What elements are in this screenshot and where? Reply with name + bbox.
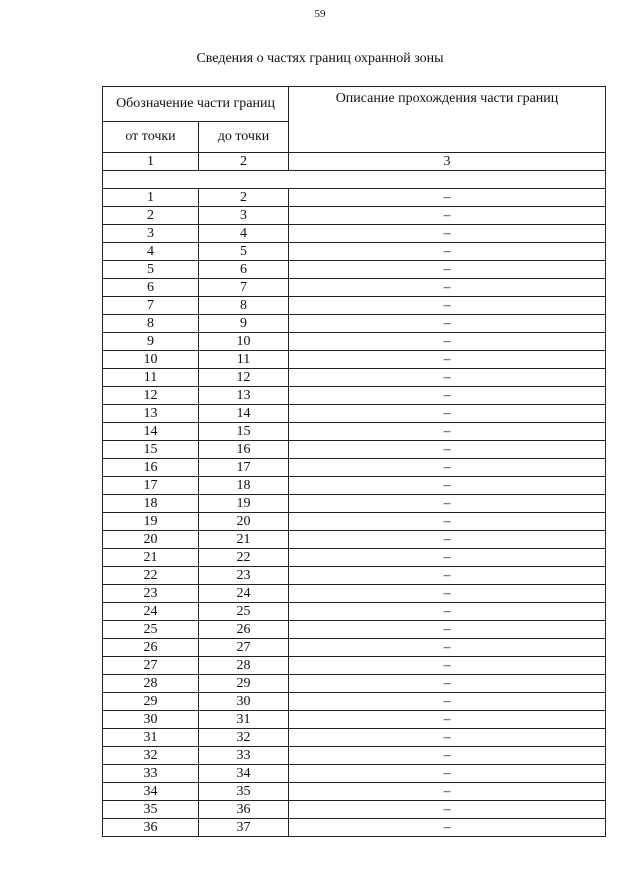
description-cell: –: [289, 441, 606, 459]
description-cell: –: [289, 657, 606, 675]
to-point-cell: 24: [199, 585, 289, 603]
description-cell: –: [289, 243, 606, 261]
description-cell: –: [289, 711, 606, 729]
table-row: [103, 693, 606, 711]
column-number: 1: [103, 153, 199, 171]
to-point-cell: 2: [199, 189, 289, 207]
description-cell: –: [289, 189, 606, 207]
table-row: [103, 297, 606, 315]
description-cell: –: [289, 747, 606, 765]
to-point-cell: 23: [199, 567, 289, 585]
header-row: [103, 87, 606, 122]
from-point-cell: 11: [103, 369, 199, 387]
table-row: [103, 621, 606, 639]
description-cell: –: [289, 603, 606, 621]
table-row: [103, 225, 606, 243]
to-point-cell: 6: [199, 261, 289, 279]
to-point-cell: 34: [199, 765, 289, 783]
document-title: Сведения о частях границ охранной зоны: [196, 51, 444, 66]
description-cell: –: [289, 387, 606, 405]
from-point-cell: 12: [103, 387, 199, 405]
table-row: [103, 747, 606, 765]
table-row: [103, 783, 606, 801]
from-point-cell: 27: [103, 657, 199, 675]
description-cell: –: [289, 693, 606, 711]
to-point-cell: 33: [199, 747, 289, 765]
from-point-cell: 35: [103, 801, 199, 819]
to-point-cell: 27: [199, 639, 289, 657]
from-point-cell: 6: [103, 279, 199, 297]
from-point-cell: 20: [103, 531, 199, 549]
description-cell: –: [289, 207, 606, 225]
table-row: [103, 657, 606, 675]
from-point-cell: 16: [103, 459, 199, 477]
table-row: [103, 585, 606, 603]
from-point-header: от точки: [103, 122, 199, 153]
from-point-cell: 3: [103, 225, 199, 243]
description-cell: –: [289, 531, 606, 549]
blank-row: [103, 171, 606, 189]
description-cell: –: [289, 765, 606, 783]
description-cell: –: [289, 459, 606, 477]
from-point-cell: 32: [103, 747, 199, 765]
to-point-cell: 30: [199, 693, 289, 711]
to-point-cell: 11: [199, 351, 289, 369]
table-row: [103, 819, 606, 837]
description-cell: –: [289, 297, 606, 315]
description-cell: –: [289, 495, 606, 513]
to-point-cell: 29: [199, 675, 289, 693]
from-point-cell: 13: [103, 405, 199, 423]
table-row: [103, 279, 606, 297]
from-point-cell: 1: [103, 189, 199, 207]
from-point-cell: 15: [103, 441, 199, 459]
description-cell: –: [289, 729, 606, 747]
to-point-cell: 18: [199, 477, 289, 495]
from-point-cell: 21: [103, 549, 199, 567]
description-cell: –: [289, 261, 606, 279]
to-point-cell: 12: [199, 369, 289, 387]
to-point-cell: 35: [199, 783, 289, 801]
from-point-cell: 7: [103, 297, 199, 315]
to-point-cell: 36: [199, 801, 289, 819]
description-cell: –: [289, 351, 606, 369]
description-cell: –: [289, 549, 606, 567]
table-row: [103, 315, 606, 333]
description-cell: –: [289, 333, 606, 351]
designation-header: Обозначение части границ: [103, 87, 289, 122]
column-number-row: [103, 153, 606, 171]
from-point-cell: 19: [103, 513, 199, 531]
description-cell: –: [289, 567, 606, 585]
description-cell: –: [289, 405, 606, 423]
description-cell: –: [289, 639, 606, 657]
to-point-cell: 13: [199, 387, 289, 405]
table-row: [103, 531, 606, 549]
page-number: 59: [314, 8, 326, 20]
table-row: [103, 549, 606, 567]
from-point-cell: 22: [103, 567, 199, 585]
table-row: [103, 405, 606, 423]
description-cell: –: [289, 513, 606, 531]
to-point-cell: 3: [199, 207, 289, 225]
description-cell: –: [289, 477, 606, 495]
to-point-cell: 5: [199, 243, 289, 261]
to-point-cell: 31: [199, 711, 289, 729]
description-cell: –: [289, 315, 606, 333]
table-row: [103, 513, 606, 531]
from-point-cell: 18: [103, 495, 199, 513]
to-point-cell: 14: [199, 405, 289, 423]
to-point-cell: 10: [199, 333, 289, 351]
table-row: [103, 639, 606, 657]
to-point-cell: 9: [199, 315, 289, 333]
description-cell: –: [289, 783, 606, 801]
from-point-cell: 5: [103, 261, 199, 279]
table-row: [103, 351, 606, 369]
to-point-cell: 20: [199, 513, 289, 531]
to-point-cell: 19: [199, 495, 289, 513]
to-point-cell: 26: [199, 621, 289, 639]
to-point-cell: 37: [199, 819, 289, 837]
table-row: [103, 459, 606, 477]
from-point-cell: 25: [103, 621, 199, 639]
from-point-cell: 8: [103, 315, 199, 333]
column-number: 3: [289, 153, 606, 171]
column-number: 2: [199, 153, 289, 171]
description-cell: –: [289, 621, 606, 639]
from-point-cell: 26: [103, 639, 199, 657]
from-point-cell: 10: [103, 351, 199, 369]
description-cell: –: [289, 801, 606, 819]
table-row: [103, 441, 606, 459]
to-point-cell: 21: [199, 531, 289, 549]
table-row: [103, 477, 606, 495]
to-point-cell: 32: [199, 729, 289, 747]
table-row: [103, 207, 606, 225]
to-point-cell: 8: [199, 297, 289, 315]
table-row: [103, 387, 606, 405]
to-point-cell: 25: [199, 603, 289, 621]
to-point-cell: 15: [199, 423, 289, 441]
description-header: Описание прохождения части границ: [289, 87, 606, 153]
description-cell: –: [289, 423, 606, 441]
to-point-cell: 16: [199, 441, 289, 459]
table-row: [103, 675, 606, 693]
description-cell: –: [289, 585, 606, 603]
from-point-cell: 23: [103, 585, 199, 603]
from-point-cell: 31: [103, 729, 199, 747]
description-cell: –: [289, 225, 606, 243]
table-row: [103, 801, 606, 819]
from-point-cell: 34: [103, 783, 199, 801]
to-point-cell: 22: [199, 549, 289, 567]
table-row: [103, 567, 606, 585]
from-point-cell: 2: [103, 207, 199, 225]
table-row: [103, 369, 606, 387]
from-point-cell: 29: [103, 693, 199, 711]
from-point-cell: 36: [103, 819, 199, 837]
table-row: [103, 333, 606, 351]
to-point-cell: 17: [199, 459, 289, 477]
description-cell: –: [289, 675, 606, 693]
from-point-cell: 28: [103, 675, 199, 693]
table-row: [103, 711, 606, 729]
table-row: [103, 729, 606, 747]
table-row: [103, 423, 606, 441]
from-point-cell: 30: [103, 711, 199, 729]
table-row: [103, 189, 606, 207]
boundary-parts-table: [102, 86, 606, 837]
from-point-cell: 24: [103, 603, 199, 621]
table-row: [103, 765, 606, 783]
to-point-cell: 4: [199, 225, 289, 243]
table-row: [103, 261, 606, 279]
to-point-cell: 28: [199, 657, 289, 675]
from-point-cell: 14: [103, 423, 199, 441]
table-row: [103, 243, 606, 261]
from-point-cell: 9: [103, 333, 199, 351]
to-point-cell: 7: [199, 279, 289, 297]
table-row: [103, 495, 606, 513]
to-point-header: до точки: [199, 122, 289, 153]
from-point-cell: 17: [103, 477, 199, 495]
table-row: [103, 603, 606, 621]
description-cell: –: [289, 819, 606, 837]
from-point-cell: 4: [103, 243, 199, 261]
description-cell: –: [289, 369, 606, 387]
description-cell: –: [289, 279, 606, 297]
from-point-cell: 33: [103, 765, 199, 783]
blank-cell: [103, 171, 606, 189]
